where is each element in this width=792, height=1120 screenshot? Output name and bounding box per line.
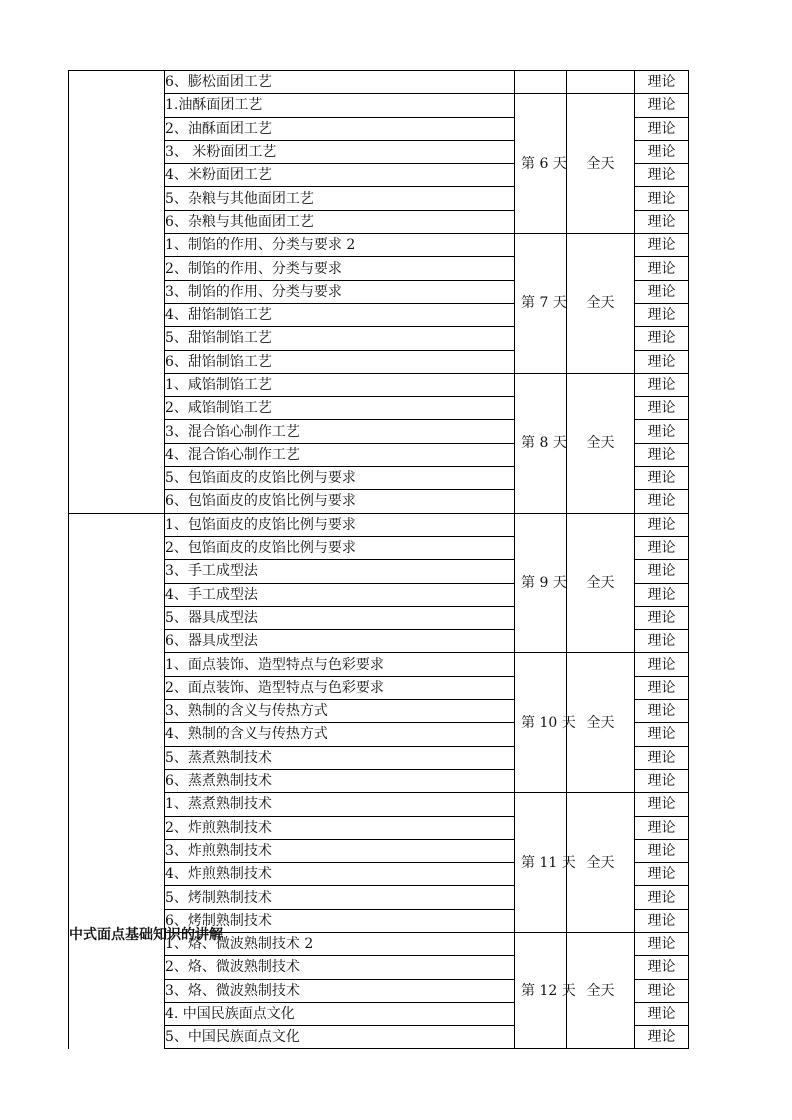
lesson-type: 理论	[635, 94, 689, 117]
lesson-type: 理论	[635, 746, 689, 769]
lesson-item: 4、炸煎熟制技术	[165, 863, 515, 886]
lesson-item: 4、米粉面团工艺	[165, 164, 515, 187]
time-label: 全天	[567, 793, 635, 933]
lesson-type: 理论	[635, 350, 689, 373]
day-label: 第 12 天	[515, 932, 567, 1048]
lesson-item: 1.油酥面团工艺	[165, 94, 515, 117]
section-topic-cell	[69, 71, 165, 514]
lesson-item: 1、包馅面皮的皮馅比例与要求	[165, 513, 515, 536]
lesson-item: 5、器具成型法	[165, 606, 515, 629]
lesson-type: 理论	[635, 490, 689, 513]
lesson-type: 理论	[635, 443, 689, 466]
lesson-item: 5、包馅面皮的皮馅比例与要求	[165, 467, 515, 490]
lesson-item: 3、制馅的作用、分类与要求	[165, 280, 515, 303]
lesson-type: 理论	[635, 606, 689, 629]
lesson-type: 理论	[635, 700, 689, 723]
lesson-type: 理论	[635, 140, 689, 163]
day-label: 第 10 天	[515, 653, 567, 793]
lesson-type: 理论	[635, 187, 689, 210]
lesson-item: 4. 中国民族面点文化	[165, 1002, 515, 1025]
lesson-type: 理论	[635, 234, 689, 257]
lesson-type: 理论	[635, 1002, 689, 1025]
lesson-type: 理论	[635, 979, 689, 1002]
lesson-item: 1、蒸煮熟制技术	[165, 793, 515, 816]
lesson-type: 理论	[635, 676, 689, 699]
time-label: 全天	[567, 653, 635, 793]
lesson-item: 6、蒸煮熟制技术	[165, 769, 515, 792]
lesson-type: 理论	[635, 886, 689, 909]
day-cell-empty	[515, 71, 567, 94]
lesson-item: 5、甜馅制馅工艺	[165, 327, 515, 350]
lesson-item: 3、烙、微波熟制技术	[165, 979, 515, 1002]
lesson-item: 6、包馅面皮的皮馅比例与要求	[165, 490, 515, 513]
lesson-type: 理论	[635, 513, 689, 536]
lesson-type: 理论	[635, 280, 689, 303]
lesson-type: 理论	[635, 467, 689, 490]
time-label: 全天	[567, 932, 635, 1048]
lesson-item: 3、熟制的含义与传热方式	[165, 700, 515, 723]
lesson-type: 理论	[635, 793, 689, 816]
time-cell-empty	[567, 71, 635, 94]
lesson-type: 理论	[635, 536, 689, 559]
lesson-type: 理论	[635, 327, 689, 350]
lesson-item: 6、烤制熟制技术	[165, 909, 515, 932]
lesson-item: 1、咸馅制馅工艺	[165, 373, 515, 396]
time-label: 全天	[567, 373, 635, 513]
lesson-type: 理论	[635, 560, 689, 583]
lesson-type: 理论	[635, 769, 689, 792]
lesson-item: 4、手工成型法	[165, 583, 515, 606]
lesson-item: 6、杂粮与其他面团工艺	[165, 210, 515, 233]
lesson-type: 理论	[635, 303, 689, 326]
lesson-type: 理论	[635, 653, 689, 676]
lesson-type: 理论	[635, 839, 689, 862]
lesson-item: 5、蒸煮熟制技术	[165, 746, 515, 769]
lesson-item: 2、炸煎熟制技术	[165, 816, 515, 839]
lesson-type: 理论	[635, 257, 689, 280]
lesson-type: 理论	[635, 164, 689, 187]
lesson-item: 6、器具成型法	[165, 630, 515, 653]
lesson-type: 理论	[635, 420, 689, 443]
lesson-type: 理论	[635, 630, 689, 653]
lesson-item: 4、甜馅制馅工艺	[165, 303, 515, 326]
lesson-item: 3、 米粉面团工艺	[165, 140, 515, 163]
lesson-item: 2、咸馅制馅工艺	[165, 397, 515, 420]
lesson-item: 2、烙、微波熟制技术	[165, 956, 515, 979]
lesson-type: 理论	[635, 956, 689, 979]
lesson-type: 理论	[635, 117, 689, 140]
lesson-item: 5、杂粮与其他面团工艺	[165, 187, 515, 210]
lesson-item: 3、手工成型法	[165, 560, 515, 583]
lesson-type: 理论	[635, 1026, 689, 1049]
lesson-item: 5、中国民族面点文化	[165, 1026, 515, 1049]
schedule-table	[68, 70, 689, 1049]
time-label: 全天	[567, 94, 635, 234]
lesson-item: 1、制馅的作用、分类与要求 2	[165, 234, 515, 257]
day-label: 第 6 天	[515, 94, 567, 234]
lesson-type: 理论	[635, 583, 689, 606]
lesson-type: 理论	[635, 723, 689, 746]
day-label: 第 8 天	[515, 373, 567, 513]
table-row	[69, 513, 689, 536]
lesson-item: 4、混合馅心制作工艺	[165, 443, 515, 466]
lesson-item: 2、油酥面团工艺	[165, 117, 515, 140]
lesson-item: 6、甜馅制馅工艺	[165, 350, 515, 373]
lesson-item: 2、制馅的作用、分类与要求	[165, 257, 515, 280]
lesson-type: 理论	[635, 932, 689, 955]
day-label: 第 11 天	[515, 793, 567, 933]
lesson-item: 2、面点装饰、造型特点与色彩要求	[165, 676, 515, 699]
lesson-type: 理论	[635, 816, 689, 839]
lesson-item: 4、熟制的含义与传热方式	[165, 723, 515, 746]
lesson-item: 1、面点装饰、造型特点与色彩要求	[165, 653, 515, 676]
lesson-type: 理论	[635, 71, 689, 94]
lesson-type: 理论	[635, 210, 689, 233]
lesson-type: 理论	[635, 397, 689, 420]
section-topic: 中式面点基础知识的讲解	[69, 926, 223, 943]
lesson-item: 5、烤制熟制技术	[165, 886, 515, 909]
lesson-type: 理论	[635, 373, 689, 396]
lesson-item: 3、炸煎熟制技术	[165, 839, 515, 862]
schedule-body	[69, 71, 689, 1049]
time-label: 全天	[567, 234, 635, 374]
lesson-type: 理论	[635, 909, 689, 932]
time-label: 全天	[567, 513, 635, 653]
lesson-item: 2、包馅面皮的皮馅比例与要求	[165, 536, 515, 559]
day-label: 第 7 天	[515, 234, 567, 374]
table-row	[69, 71, 689, 94]
lesson-item: 6、膨松面团工艺	[165, 71, 515, 94]
lesson-type: 理论	[635, 863, 689, 886]
lesson-item: 3、混合馅心制作工艺	[165, 420, 515, 443]
day-label: 第 9 天	[515, 513, 567, 653]
lesson-item: 1、烙、微波熟制技术 2	[165, 932, 515, 955]
